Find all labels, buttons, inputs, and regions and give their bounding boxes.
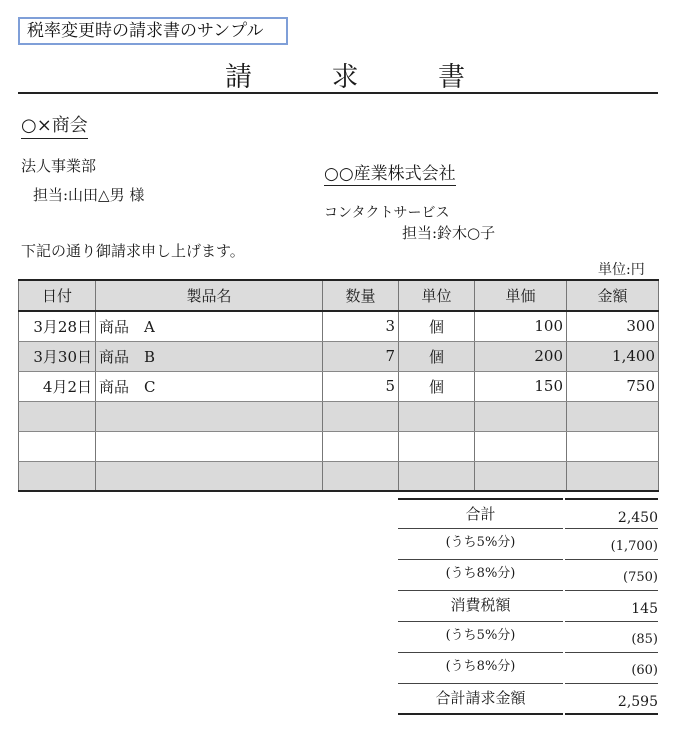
table-row bbox=[19, 461, 659, 491]
title-char: 書 bbox=[438, 61, 465, 93]
date-cell bbox=[19, 401, 96, 431]
amount-cell: 750 bbox=[567, 371, 659, 401]
date-cell bbox=[19, 461, 96, 491]
table-row bbox=[19, 341, 659, 371]
recipient-contact: 担当:山田△男 様 bbox=[33, 186, 145, 204]
unit-cell bbox=[399, 401, 475, 431]
tax-value: 145 bbox=[565, 591, 658, 622]
issuer-company: ○○産業株式会社 bbox=[324, 164, 456, 184]
table-header-row bbox=[19, 280, 659, 311]
date-cell: 3月30日 bbox=[19, 341, 96, 371]
grand-total-row bbox=[398, 684, 658, 715]
issuer-department: コンタクトサービス bbox=[324, 205, 450, 221]
title-char: 請 bbox=[225, 61, 252, 93]
table-row bbox=[19, 431, 659, 461]
unit-cell: 個 bbox=[399, 341, 475, 371]
column-header: 金額 bbox=[567, 280, 659, 311]
table-row bbox=[19, 311, 659, 341]
unit-cell: 個 bbox=[399, 311, 475, 341]
product-cell: 商品 B bbox=[96, 341, 323, 371]
quantity-cell bbox=[323, 431, 399, 461]
tax-label: 消費税額 bbox=[398, 591, 563, 622]
unit-cell bbox=[399, 431, 475, 461]
unit-price-cell: 200 bbox=[475, 341, 567, 371]
title-divider bbox=[18, 92, 658, 94]
unit-price-cell: 150 bbox=[475, 371, 567, 401]
quantity-cell: 5 bbox=[323, 371, 399, 401]
quantity-cell bbox=[323, 461, 399, 491]
column-header: 数量 bbox=[323, 280, 399, 311]
subtotal-8pct-value: (750) bbox=[565, 560, 658, 591]
issuer-contact: 担当:鈴木○子 bbox=[402, 224, 496, 242]
subtotal-5pct-value: (1,700) bbox=[565, 529, 658, 560]
amount-cell bbox=[567, 401, 659, 431]
tax-5pct-label: (うち5%分) bbox=[398, 622, 563, 653]
tax-5pct-value: (85) bbox=[565, 622, 658, 653]
unit-price-cell bbox=[475, 461, 567, 491]
recipient-department: 法人事業部 bbox=[21, 157, 97, 175]
quantity-cell bbox=[323, 401, 399, 431]
grand-total-label: 合計請求金額 bbox=[398, 684, 563, 715]
column-header: 日付 bbox=[19, 280, 96, 311]
amount-cell: 300 bbox=[567, 311, 659, 341]
title-char: 求 bbox=[331, 61, 359, 93]
document-title bbox=[225, 56, 465, 92]
product-cell: 商品 A bbox=[96, 311, 323, 341]
tax-5pct-row bbox=[398, 622, 658, 653]
product-cell: 商品 C bbox=[96, 371, 323, 401]
unit-price-cell bbox=[475, 431, 567, 461]
table-row bbox=[19, 371, 659, 401]
product-cell bbox=[96, 431, 323, 461]
currency-unit-note: 単位:円 bbox=[598, 262, 645, 278]
recipient-company: ○×商会 bbox=[21, 114, 88, 139]
column-header: 製品名 bbox=[96, 280, 323, 311]
date-cell: 4月2日 bbox=[19, 371, 96, 401]
subtotal-8pct-label: (うち8%分) bbox=[398, 560, 563, 591]
tax-8pct-label: (うち8%分) bbox=[398, 653, 563, 684]
table-row bbox=[19, 401, 659, 431]
quantity-cell: 3 bbox=[323, 311, 399, 341]
amount-cell: 1,400 bbox=[567, 341, 659, 371]
tax-8pct-value: (60) bbox=[565, 653, 658, 684]
amount-cell bbox=[567, 431, 659, 461]
unit-cell bbox=[399, 461, 475, 491]
subtotal-5pct-row bbox=[398, 529, 658, 560]
date-cell: 3月28日 bbox=[19, 311, 96, 341]
column-header: 単価 bbox=[475, 280, 567, 311]
invoice-items-table bbox=[18, 279, 659, 492]
subtotal-label: 合計 bbox=[398, 498, 563, 529]
amount-cell bbox=[567, 461, 659, 491]
unit-price-cell bbox=[475, 401, 567, 431]
subtotal-row bbox=[398, 498, 658, 529]
product-cell bbox=[96, 461, 323, 491]
sample-label: 税率変更時の請求書のサンプル bbox=[18, 17, 288, 45]
subtotal-5pct-label: (うち5%分) bbox=[398, 529, 563, 560]
subtotal-value: 2,450 bbox=[565, 498, 658, 529]
product-cell bbox=[96, 401, 323, 431]
column-header: 単位 bbox=[399, 280, 475, 311]
intro-text: 下記の通り御請求申し上げます。 bbox=[21, 242, 245, 260]
unit-cell: 個 bbox=[399, 371, 475, 401]
date-cell bbox=[19, 431, 96, 461]
grand-total-value: 2,595 bbox=[565, 684, 658, 715]
quantity-cell: 7 bbox=[323, 341, 399, 371]
unit-price-cell: 100 bbox=[475, 311, 567, 341]
tax-row bbox=[398, 591, 658, 622]
tax-8pct-row bbox=[398, 653, 658, 684]
totals-section bbox=[398, 498, 658, 715]
subtotal-8pct-row bbox=[398, 560, 658, 591]
